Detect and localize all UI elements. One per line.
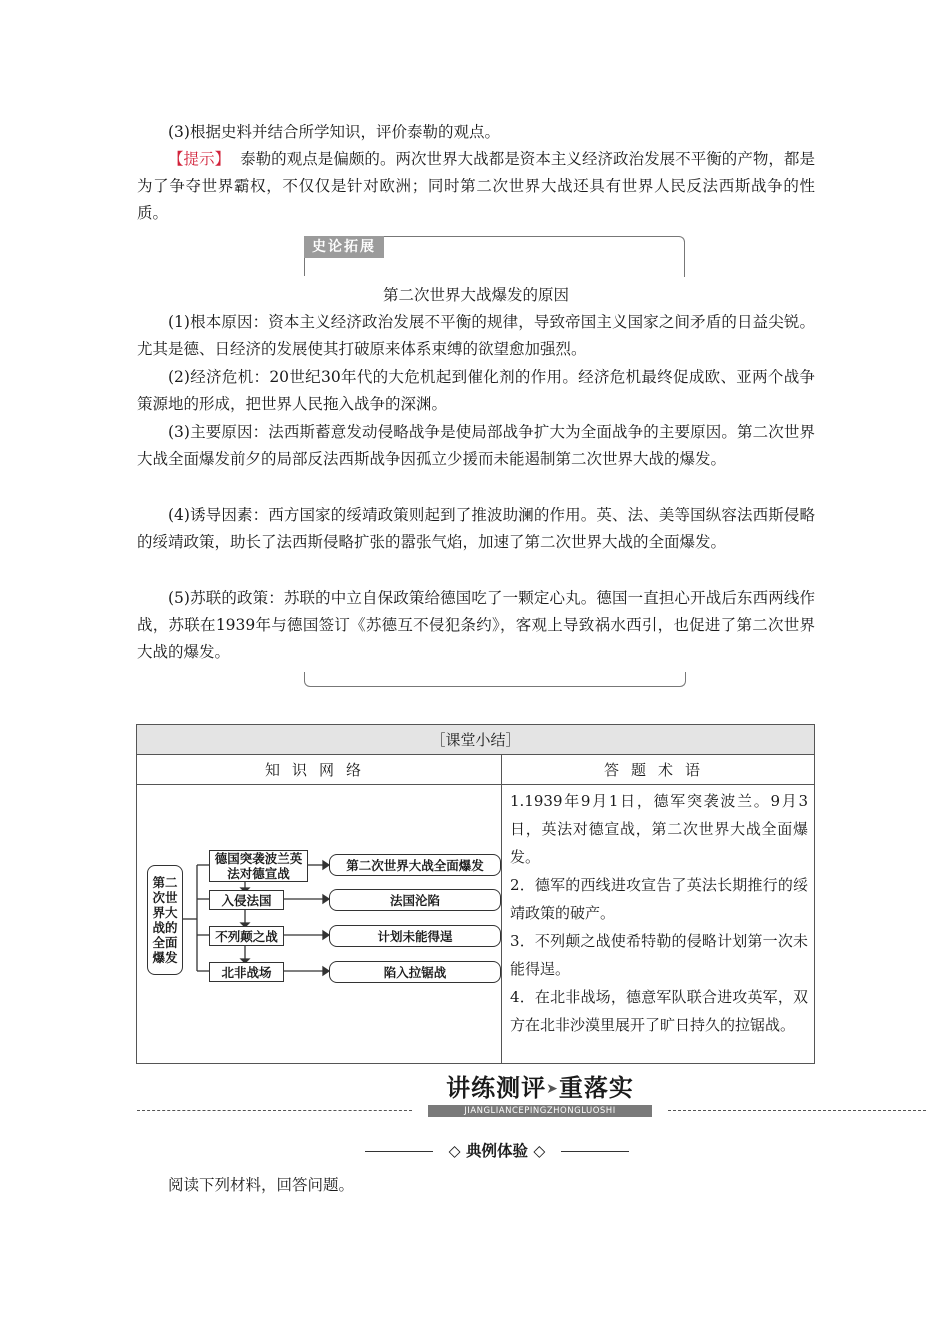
- result-box-3: 计划未能得逞: [329, 925, 501, 947]
- banner-arrow-icon: ➤: [546, 1081, 559, 1097]
- question-3: (3)根据史料并结合所学知识，评价泰勒的观点。: [168, 123, 500, 141]
- cause-paragraph-5: (5)苏联的政策：苏联的中立自保政策给德国吃了一颗定心丸。德国一直担心开战后东西两线作战，苏联在1939年与德国签订《苏德互不侵犯条约》，客观上导致祸水西引，也促进了第二次世界大战的爆发。: [137, 589, 815, 661]
- example-heading-label: 典例体验: [465, 1142, 528, 1160]
- example-heading-text: [433, 1139, 561, 1163]
- diagram-root: 第二次世界大战的全面爆发: [147, 865, 183, 975]
- cause-paragraph-2: (2)经济危机：20世纪30年代的大危机起到催化剂的作用。经济危机最终促成欧、亚两个战争策源地的形成，把世界人民拖入战争的深渊。: [137, 368, 815, 413]
- term-1: 1.1939年9月1日，德军突袭波兰。9月3日，英法对德宣战，第二次世界大战全面爆发。: [510, 792, 808, 866]
- cause-paragraph-4: (4)诱导因素：西方国家的绥靖政策则起到了推波助澜的作用。英、法、美等国纵容法西斯侵略的绥靖政策，助长了法西斯侵略扩张的嚣张气焰，加速了第二次世界大战的全面爆发。: [137, 506, 815, 551]
- banner-title: [420, 1072, 660, 1105]
- result-box-2: 法国沦陷: [329, 889, 501, 911]
- knowledge-network-header: 知识网络: [137, 755, 502, 785]
- banner-title-part-2: 重落实: [558, 1074, 634, 1102]
- result-box-4: 陷入拉锯战: [329, 961, 501, 983]
- term-2: 2．德军的西线进攻宣告了英法长期推行的绥靖政策的破产。: [510, 876, 808, 922]
- term-4: 4．在北非战场，德意军队联合进攻英军，双方在北非沙漠里展开了旷日持久的拉锯战。: [510, 988, 808, 1034]
- diamond-icon-right: ◇: [533, 1142, 546, 1160]
- event-box-4: 北非战场: [209, 962, 284, 982]
- answer-terms-cell: [502, 785, 815, 1064]
- hint-label: 【提示】: [168, 150, 231, 168]
- banner-title-part-1: 讲练测评: [446, 1074, 547, 1102]
- event-box-3: 不列颠之战: [209, 926, 284, 946]
- event-box-1: 德国突袭波兰英法对德宣战: [209, 850, 308, 882]
- expansion-title: 第二次世界大战爆发的原因: [382, 286, 569, 304]
- banner-subtitle: JIANGLIANCEPINGZHONGLUOSHI: [428, 1105, 652, 1117]
- heading-rule-left: [365, 1151, 433, 1152]
- section-banner: [420, 1072, 660, 1120]
- summary-header: ［课堂小结］: [137, 725, 815, 755]
- hint-text: 泰勒的观点是偏颇的。两次世界大战都是资本主义经济政治发展不平衡的产物，都是为了争夺世界霸权，不仅仅是针对欧洲；同时第二次世界大战还具有世界人民反法西斯战争的性质。: [137, 150, 815, 222]
- diamond-icon-left: ◇: [448, 1142, 461, 1160]
- hint-paragraph: [137, 146, 815, 227]
- knowledge-diagram: [137, 785, 501, 1063]
- diagram-connectors: [137, 785, 501, 1063]
- expansion-frame-bottom: [304, 672, 686, 687]
- answer-terms-header: 答题术语: [502, 755, 815, 785]
- cause-paragraph-3: (3)主要原因：法西斯蓄意发动侵略战争是使局部战争扩大为全面战争的主要原因。第二次世界大战全面爆发前夕的局部反法西斯战争因孤立少援而未能遏制第二次世界大战的爆发。: [137, 423, 815, 468]
- term-3: 3．不列颠之战使希特勒的侵略计划第一次未能得逞。: [510, 932, 808, 978]
- heading-rule-right: [561, 1151, 629, 1152]
- instruction-text: 阅读下列材料，回答问题。: [168, 1176, 355, 1194]
- summary-table: [136, 724, 815, 1064]
- example-heading: [365, 1139, 629, 1163]
- cause-paragraph-1: (1)根本原因：资本主义经济政治发展不平衡的规律，导致帝国主义国家之间矛盾的日益尖锐。尤其是德、日经济的发展使其打破原来体系束缚的欲望愈加强烈。: [137, 313, 815, 358]
- expansion-tag: 史论拓展: [304, 236, 384, 258]
- banner-dash-left: [137, 1110, 412, 1111]
- knowledge-network-cell: [137, 785, 502, 1064]
- event-box-2: 入侵法国: [209, 890, 284, 910]
- result-box-1: 第二次世界大战全面爆发: [329, 854, 501, 876]
- banner-dash-right: [668, 1110, 926, 1111]
